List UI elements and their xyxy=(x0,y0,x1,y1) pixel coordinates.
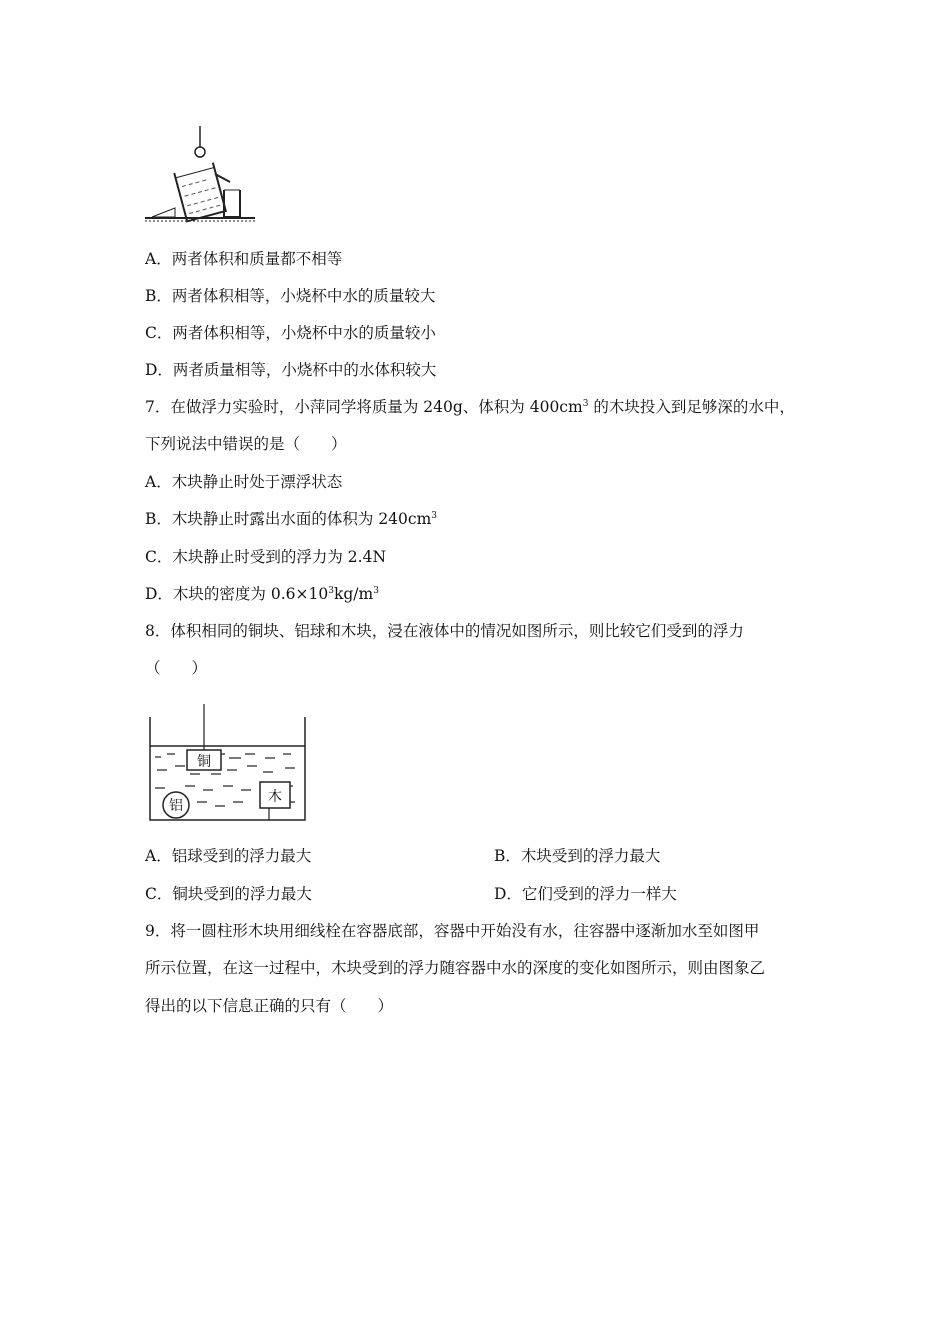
q8-option-c: C．铜块受到的浮力最大 xyxy=(145,885,312,903)
q8-stem-line1: 8．体积相同的铜块、铝球和木块，浸在液体中的情况如图所示，则比较它们受到的浮力 xyxy=(145,622,744,640)
q7-option-c: C．木块静止时受到的浮力为 2.4N xyxy=(145,548,387,566)
q6-option-d: D．两者质量相等，小烧杯中的水体积较大 xyxy=(145,361,437,379)
q7-option-d-sup1: 3 xyxy=(328,585,334,596)
q7-stem-line1-b: 的木块投入到足够深的水中， xyxy=(588,398,795,416)
q7-stem-line2: 下列说法中错误的是（ ） xyxy=(145,435,347,453)
q8-option-a: A．铝球受到的浮力最大 xyxy=(145,847,312,865)
wood-label: 木 xyxy=(268,789,282,805)
q7-option-b-sup: 3 xyxy=(431,510,438,521)
q7-option-d-sup2: 3 xyxy=(373,585,379,596)
q7-option-b xyxy=(145,509,437,529)
q6-option-b: B．两者体积相等，小烧杯中水的质量较大 xyxy=(145,287,436,305)
q6-option-c: C．两者体积相等，小烧杯中水的质量较小 xyxy=(145,324,436,342)
q7-stem-line1-sup: 3 xyxy=(582,398,589,409)
q9-line1: 9．将一圆柱形木块用细线栓在容器底部，容器中开始没有水，往容器中逐渐加水至如图甲 xyxy=(145,922,760,940)
copper-label: 铜 xyxy=(197,754,211,770)
q9-line2: 所示位置，在这一过程中，木块受到的浮力随容器中水的深度的变化如图所示，则由图象乙 xyxy=(145,959,766,977)
q7-option-d-text: D．木块的密度为 0.6×10 xyxy=(145,585,329,603)
q8-stem-line2: （ ） xyxy=(145,659,208,677)
q7-option-b-text: B．木块静止时露出水面的体积为 240cm xyxy=(145,510,432,528)
q7-option-d-mid: kg/m xyxy=(333,585,374,603)
q8-option-b: B．木块受到的浮力最大 xyxy=(494,847,661,865)
q8-option-d: D．它们受到的浮力一样大 xyxy=(494,885,677,903)
aluminum-label: 铝 xyxy=(169,798,183,814)
q6-option-a: A．两者体积和质量都不相等 xyxy=(145,250,343,268)
buoyancy-container-figure xyxy=(145,702,310,827)
q7-option-a: A．木块静止时处于漂浮状态 xyxy=(145,473,343,491)
q7-stem-line1 xyxy=(145,397,795,417)
overflow-can-figure xyxy=(140,122,260,227)
q9-line3: 得出的以下信息正确的只有（ ） xyxy=(145,997,394,1015)
q7-stem-line1-a: 7．在做浮力实验时，小萍同学将质量为 240g、体积为 400cm xyxy=(145,398,583,416)
q7-option-d xyxy=(145,584,379,604)
